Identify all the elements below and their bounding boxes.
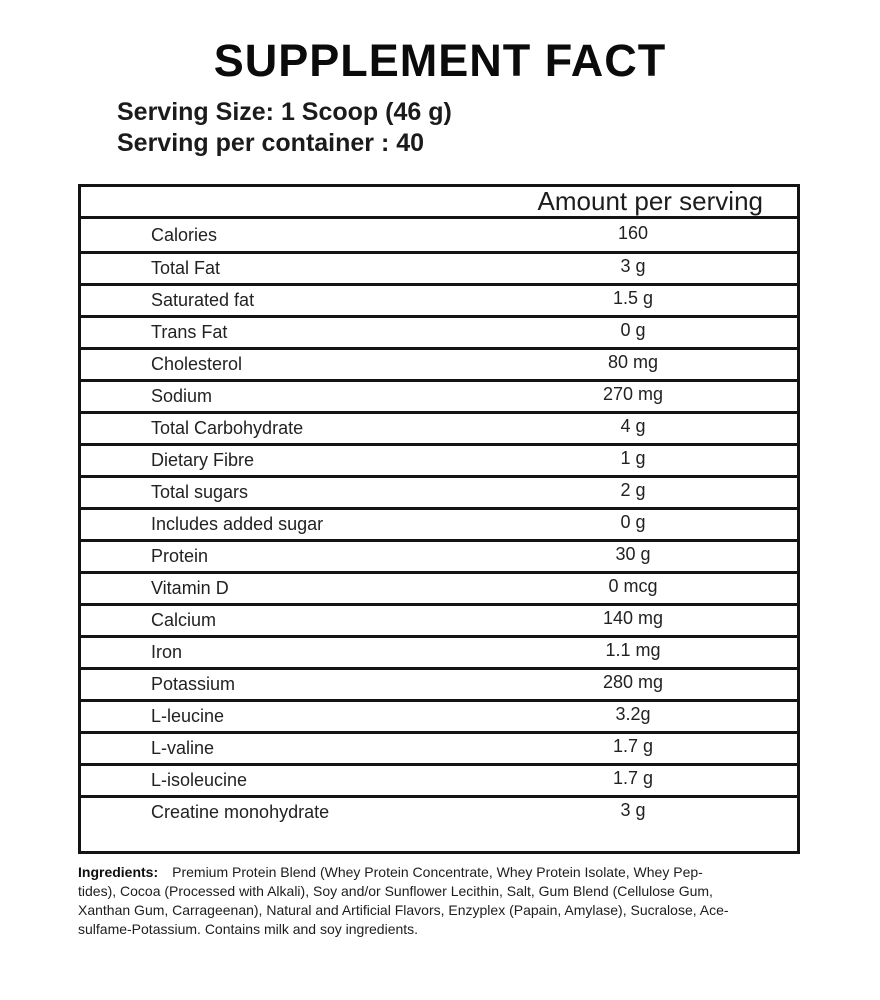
ingredients-paragraph — [78, 863, 818, 939]
servings-per-container-text: Serving per container : 40 — [117, 129, 425, 157]
serving-size-text: Serving Size: 1 Scoop (46 g) — [117, 98, 452, 126]
nutrient-label: Total Carbohydrate — [151, 418, 304, 438]
table-row — [81, 379, 797, 411]
nutrient-value: 4 g — [620, 416, 646, 436]
nutrient-value: 30 g — [615, 544, 651, 564]
nutrient-label: Includes added sugar — [151, 514, 324, 534]
ingredients-line-1: Premium Protein Blend (Whey Protein Concentrate, Whey Protein Isolate, Whey Pep- — [172, 864, 703, 880]
nutrient-value: 270 mg — [602, 384, 664, 404]
nutrient-label: Calcium — [151, 610, 217, 630]
table-row — [81, 635, 797, 667]
table-row — [81, 795, 797, 827]
nutrient-value: 1.1 mg — [605, 640, 661, 660]
nutrient-label: Total sugars — [151, 482, 249, 502]
table-row — [81, 539, 797, 571]
nutrient-label: Vitamin D — [151, 578, 229, 598]
nutrient-label: Cholesterol — [151, 354, 243, 374]
nutrient-label: Trans Fat — [151, 322, 228, 342]
table-row — [81, 347, 797, 379]
table-row — [81, 731, 797, 763]
nutrient-label: Total Fat — [151, 258, 221, 278]
table-row — [81, 763, 797, 795]
nutrient-label: Saturated fat — [151, 290, 255, 310]
table-row — [81, 603, 797, 635]
page-title: SUPPLEMENT FACT — [213, 35, 667, 86]
ingredients-line-2: tides), Cocoa (Processed with Alkali), Soy and/or Sunflower Lecithin, Salt, Gum Blend (Cellulose Gum, — [78, 883, 713, 899]
ingredients-line-4: sulfame-Potassium. Contains milk and soy ingredients. — [78, 921, 419, 937]
nutrient-label: L-isoleucine — [151, 770, 248, 790]
table-row — [81, 571, 797, 603]
ingredients-line-3: Xanthan Gum, Carrageenan), Natural and Artificial Flavors, Enzyplex (Papain, Amylase), Sucralose, Ace- — [78, 902, 729, 918]
nutrient-label: Creatine monohydrate — [151, 802, 330, 822]
nutrient-value: 140 mg — [602, 608, 664, 628]
table-row — [81, 475, 797, 507]
nutrient-value: 2 g — [620, 480, 646, 500]
nutrient-value: 3 g — [620, 256, 646, 276]
table-row — [81, 315, 797, 347]
serving-info — [117, 97, 880, 159]
nutrient-label: Protein — [151, 546, 209, 566]
table-row — [81, 667, 797, 699]
nutrient-label: Iron — [151, 642, 183, 662]
table-row — [81, 219, 797, 251]
nutrient-label: L-valine — [151, 738, 215, 758]
table-row — [81, 251, 797, 283]
nutrient-value: 0 g — [620, 320, 646, 340]
nutrient-label: Calories — [151, 224, 218, 245]
facts-table-body — [81, 219, 797, 827]
nutrient-value: 3.2g — [615, 704, 651, 724]
table-row — [81, 283, 797, 315]
nutrient-label: Sodium — [151, 386, 213, 406]
nutrient-value: 3 g — [620, 800, 646, 820]
ingredients-label: Ingredients: — [78, 864, 159, 880]
table-row — [81, 411, 797, 443]
nutrient-value: 160 — [617, 222, 649, 243]
facts-table — [78, 184, 800, 854]
nutrient-value: 80 mg — [607, 352, 659, 372]
nutrient-value: 0 mcg — [608, 576, 658, 596]
nutrient-value: 0 g — [620, 512, 646, 532]
nutrient-value: 1 g — [620, 448, 646, 468]
nutrient-value: 1.5 g — [612, 288, 654, 308]
table-row — [81, 699, 797, 731]
nutrient-label: L-leucine — [151, 706, 225, 726]
amount-per-serving-header: Amount per serving — [81, 187, 797, 219]
nutrient-label: Dietary Fibre — [151, 450, 255, 470]
nutrient-value: 1.7 g — [612, 768, 654, 788]
table-row — [81, 507, 797, 539]
nutrient-label: Potassium — [151, 674, 236, 694]
nutrient-value: 1.7 g — [612, 736, 654, 756]
table-row — [81, 443, 797, 475]
nutrient-value: 280 mg — [602, 672, 664, 692]
